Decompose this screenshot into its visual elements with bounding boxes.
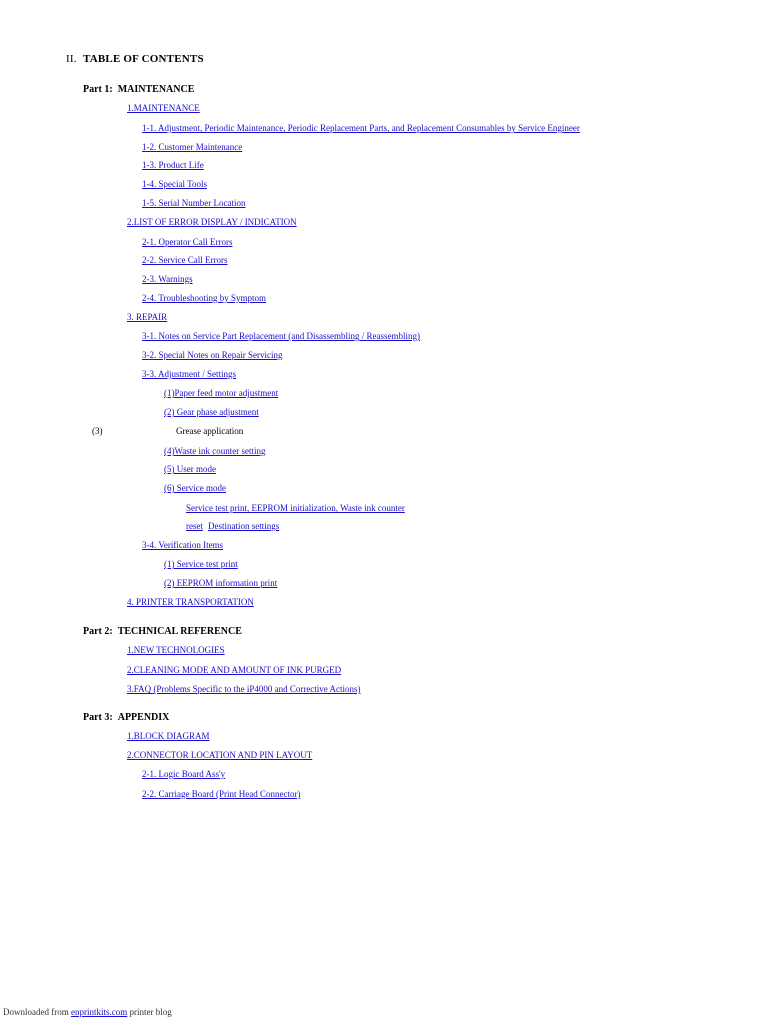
section-number: II. <box>66 53 77 65</box>
toc-link-cleaning-mode[interactable]: 2.CLEANING MODE AND AMOUNT OF INK PURGED <box>127 665 342 675</box>
part-2-name: TECHNICAL REFERENCE <box>117 626 242 637</box>
toc-link-block-diagram[interactable]: 1.BLOCK DIAGRAM <box>127 731 210 741</box>
part-3-label: Part 3: <box>83 712 113 723</box>
toc-link-3-2[interactable]: 3-2. Special Notes on Repair Servicing <box>142 350 283 360</box>
toc-link-maintenance[interactable]: 1.MAINTENANCE <box>127 103 200 113</box>
toc-link-connector-location[interactable]: 2.CONNECTOR LOCATION AND PIN LAYOUT <box>127 750 313 760</box>
toc-link-1-2[interactable]: 1-2. Customer Maintenance <box>142 142 243 152</box>
part-3-name: APPENDIX <box>117 712 170 723</box>
toc-link-gear-phase[interactable]: (2) Gear phase adjustment <box>164 407 259 417</box>
footer-suffix: printer blog <box>129 1007 172 1017</box>
toc-link-waste-ink-counter[interactable]: (4)Waste ink counter setting <box>164 446 266 456</box>
toc-link-printer-transportation[interactable]: 4. PRINTER TRANSPORTATION <box>127 597 254 607</box>
toc-link-carriage-board[interactable]: 2-2. Carriage Board (Print Head Connector) <box>142 789 301 799</box>
toc-link-3-1[interactable]: 3-1. Notes on Service Part Replacement (and Disassembling / Reassembling) <box>142 331 420 341</box>
toc-link-service-test-print[interactable]: (1) Service test print <box>164 559 238 569</box>
toc-link-service-mode-items[interactable]: Service test print, EEPROM initialization, Waste ink counter <box>186 503 405 513</box>
toc-link-error-list[interactable]: 2.LIST OF ERROR DISPLAY / INDICATION <box>127 217 297 227</box>
toc-link-3-3[interactable]: 3-3. Adjustment / Settings <box>142 369 237 379</box>
toc-link-user-mode[interactable]: (5) User mode <box>164 464 216 474</box>
toc-link-1-3[interactable]: 1-3. Product Life <box>142 160 204 170</box>
toc-link-1-4[interactable]: 1-4. Special Tools <box>142 179 207 189</box>
toc-link-2-2[interactable]: 2-2. Service Call Errors <box>142 255 228 265</box>
toc-link-1-1[interactable]: 1-1. Adjustment, Periodic Maintenance, Periodic Replacement Parts, and Replacement Consumables by Service Engineer <box>142 123 580 133</box>
toc-link-2-1[interactable]: 2-1. Operator Call Errors <box>142 237 233 247</box>
part-1-heading <box>83 84 194 95</box>
toc-link-destination-settings[interactable]: Destination settings <box>208 521 280 531</box>
part-1-name: MAINTENANCE <box>117 84 195 95</box>
toc-link-repair[interactable]: 3. REPAIR <box>127 312 168 322</box>
toc-link-2-4[interactable]: 2-4. Troubleshooting by Symptom <box>142 293 267 303</box>
part-2-heading <box>83 626 242 637</box>
toc-link-eeprom-info-print[interactable]: (2) EEPROM information print <box>164 578 278 588</box>
toc-link-service-mode[interactable]: (6) Service mode <box>164 483 226 493</box>
footer-site-link[interactable]: enprintkits.com <box>70 1007 128 1017</box>
toc-link-new-technologies[interactable]: 1.NEW TECHNOLOGIES <box>127 645 225 655</box>
toc-link-reset[interactable]: reset <box>186 521 203 531</box>
part-2-label: Part 2: <box>83 626 113 637</box>
toc-link-3-4[interactable]: 3-4. Verification Items <box>142 540 224 550</box>
toc-link-logic-board[interactable]: 2-1. Logic Board Ass'y <box>142 769 226 779</box>
part-1-label: Part 1: <box>83 84 113 95</box>
toc-link-faq[interactable]: 3.FAQ (Problems Specific to the iP4000 and Corrective Actions) <box>127 684 361 694</box>
title-text: TABLE OF CONTENTS <box>83 53 204 65</box>
toc-link-paper-feed-motor[interactable]: (1)Paper feed motor adjustment <box>164 388 279 398</box>
toc-link-2-3[interactable]: 2-3. Warnings <box>142 274 193 284</box>
footer-prefix: Downloaded from <box>3 1007 69 1017</box>
document-title <box>66 53 204 65</box>
toc-link-1-5[interactable]: 1-5. Serial Number Location <box>142 198 246 208</box>
grease-application-text: Grease application <box>176 426 244 436</box>
download-footer <box>3 1007 172 1017</box>
part-3-heading <box>83 712 169 723</box>
grease-application-number: (3) <box>92 426 103 436</box>
